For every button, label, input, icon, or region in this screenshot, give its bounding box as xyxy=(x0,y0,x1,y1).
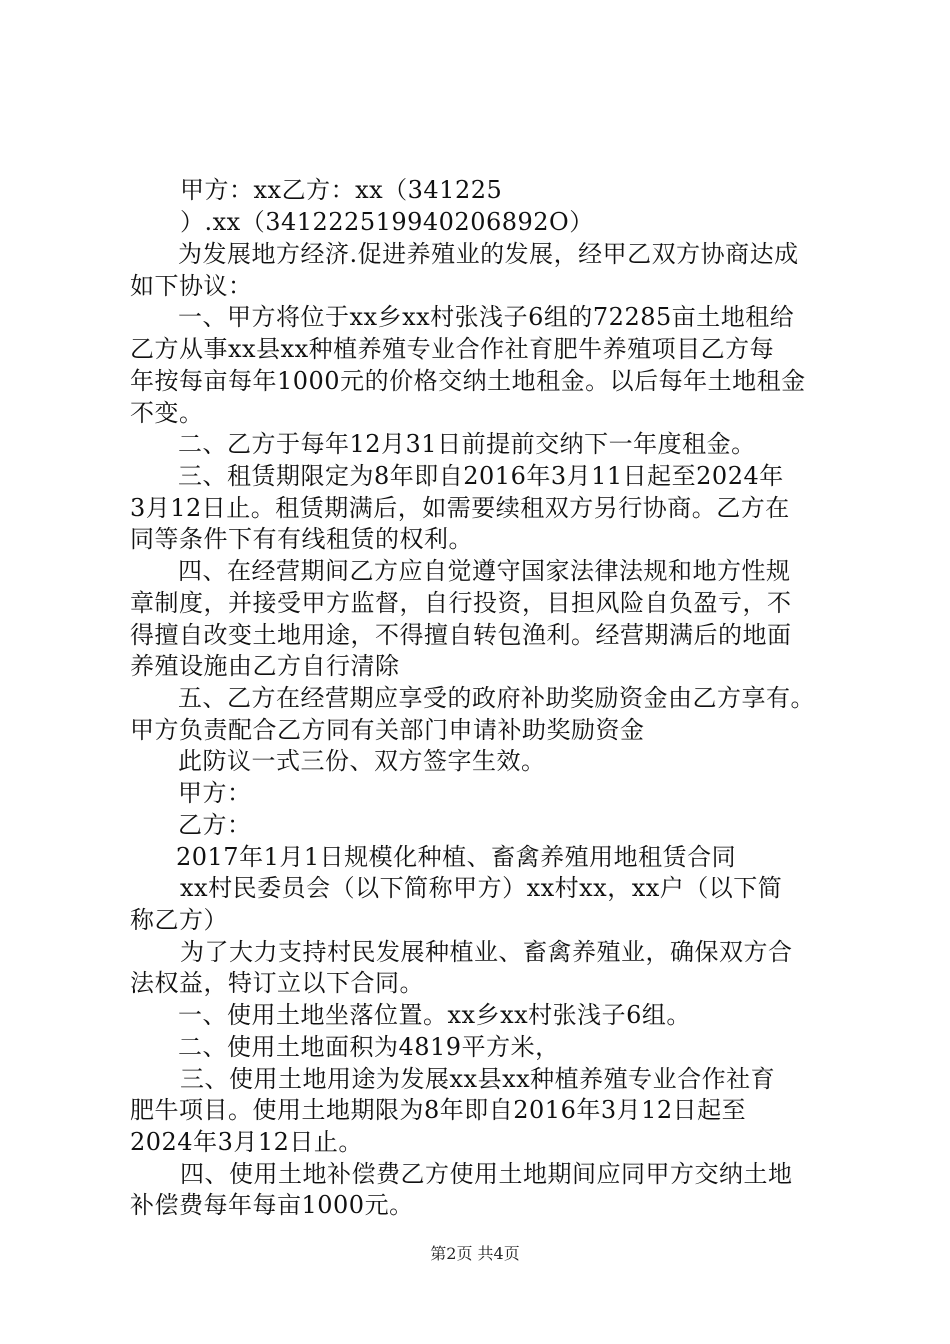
text-line: 2024年3月12日止。 xyxy=(130,1128,363,1156)
text-line: xx村民委员会（以下简称甲方）xx村xx，xx户（以下简 xyxy=(180,874,783,902)
text-line: 此防议一式三份、双方签字生效。 xyxy=(178,747,546,775)
text-line: 四、使用土地补偿费乙方使用土地期间应同甲方交纳土地 xyxy=(180,1160,793,1188)
text-line: 五、乙方在经营期应享受的政府补助奖励资金由乙方享有。 xyxy=(178,684,815,712)
text-line: 得擅自改变土地用途，不得擅自转包渔利。经营期满后的地面 xyxy=(130,621,792,649)
text-line: 如下协议： xyxy=(130,272,253,300)
text-line: 补偿费每年每亩1000元。 xyxy=(130,1191,414,1219)
text-line: 法权益，特订立以下合同。 xyxy=(130,969,424,997)
text-line: 2017年1月1日规模化种植、畜禽养殖用地租赁合同 xyxy=(176,843,737,871)
text-line: 二、使用土地面积为4819平方米， xyxy=(178,1033,560,1061)
text-line: 为了大力支持村民发展种植业、畜禽养殖业，确保双方合 xyxy=(180,938,793,966)
text-line: 甲方：xx乙方：xx（341225 xyxy=(180,176,503,204)
text-line: 称乙方） xyxy=(130,906,228,934)
text-line: 甲方负责配合乙方同有关部门申请补助奖励资金 xyxy=(130,716,645,744)
text-line: 一、使用土地坐落位置。xx乡xx村张浅子6组。 xyxy=(178,1001,691,1029)
text-line: 乙方从事xx县xx种植养殖专业合作社育肥牛养殖项目乙方每 xyxy=(130,335,775,363)
text-line: 为发展地方经济.促进养殖业的发展，经甲乙双方协商达成 xyxy=(178,240,799,268)
text-line: 二、乙方于每年12月31日前提前交纳下一年度租金。 xyxy=(178,430,756,458)
text-line: 四、在经营期间乙方应自觉遵守国家法律法规和地方性规 xyxy=(178,557,791,585)
text-line: ）.xx（341222519940206892O） xyxy=(180,208,594,236)
text-line: 肥牛项目。使用土地期限为8年即自2016年3月12日起至 xyxy=(130,1096,747,1124)
text-line: 甲方： xyxy=(178,779,252,807)
text-line: 章制度，并接受甲方监督，自行投资，目担风险自负盈亏，不 xyxy=(130,589,792,617)
text-line: 三、租赁期限定为8年即自2016年3月11日起至2024年 xyxy=(178,462,784,490)
text-line: 3月12日止。租赁期满后，如需要续租双方另行协商。乙方在 xyxy=(130,494,790,522)
text-line: 年按每亩每年1000元的价格交纳土地租金。以后每年土地租金 xyxy=(130,367,806,395)
text-line: 一、甲方将位于xx乡xx村张浅子6组的72285亩土地租给 xyxy=(178,303,795,331)
page-number: 第2页 共4页 xyxy=(430,1244,520,1263)
text-line: 同等条件下有有线租赁的权利。 xyxy=(130,525,473,553)
text-line: 三、使用土地用途为发展xx县xx种植养殖专业合作社育 xyxy=(180,1065,776,1093)
text-line: 乙方： xyxy=(178,811,252,839)
text-line: 养殖设施由乙方自行清除 xyxy=(130,652,400,680)
text-line: 不变。 xyxy=(130,399,204,427)
